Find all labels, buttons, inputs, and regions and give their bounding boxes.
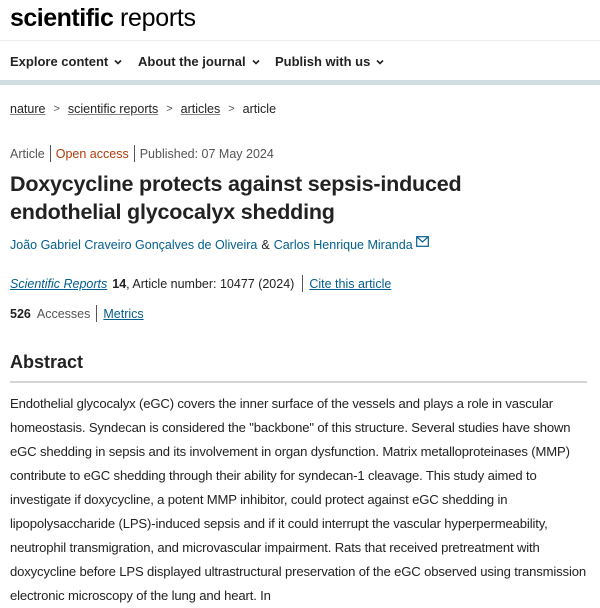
nav-divider-bar <box>0 80 600 85</box>
logo-light: reports <box>120 4 196 32</box>
logo-bold: scientific <box>10 4 114 32</box>
nav-label: About the journal <box>138 54 246 69</box>
breadcrumb <box>10 102 276 116</box>
author-list <box>10 238 429 252</box>
breadcrumb-current: article <box>242 102 277 116</box>
author-separator: & <box>261 238 270 252</box>
open-access-badge: Open access <box>55 146 129 161</box>
nav-label: Publish with us <box>275 54 371 69</box>
journal-link[interactable]: Scientific Reports <box>10 276 108 291</box>
citation-divider <box>302 275 303 292</box>
breadcrumb-articles[interactable]: articles <box>180 102 221 116</box>
article-type: Article <box>10 146 45 161</box>
abstract-heading: Abstract <box>10 352 84 372</box>
abstract-divider <box>10 381 587 383</box>
journal-logo[interactable] <box>10 3 196 33</box>
breadcrumb-separator: > <box>53 103 60 115</box>
published-date: Published: 07 May 2024 <box>139 146 274 161</box>
article-number: , Article number: 10477 (2024) <box>126 276 295 291</box>
breadcrumb-separator: > <box>166 103 173 115</box>
abstract-text: Endothelial glycocalyx (eGC) covers the inner surface of the vessels and plays a role in vascular homeostasis. Syndecan is considered the "backbone" of this structure. Several studies have shown eGC shedding in sepsis and its involvement in organ dysfunction. Matrix metalloproteinases (MMP) contribute to eGC shedding through their ability for syndecan-1 cleavage. This study aimed to investigate if doxycycline, a potent MMP inhibitor, could protect against eGC shedding in lipopolysaccharide (LPS)-induced sepsis and if it could interrupt the vascular hyperpermeability, neutrophil transmigration, and microvascular impairment. Rats that received pretreatment with doxycycline before LPS displayed ultrastructural preservation of the eGC observed using transmission electronic microscopy of the lung and heart. In <box>10 396 586 603</box>
author-link[interactable]: João Gabriel Craveiro Gonçalves de Oliveira <box>10 238 258 252</box>
metrics-line <box>10 305 144 322</box>
breadcrumb-separator: > <box>228 103 235 115</box>
breadcrumb-scientific-reports[interactable]: scientific reports <box>67 102 159 116</box>
site-header <box>0 0 600 41</box>
article-title: Doxycycline protects against sepsis-induced endothelial glycocalyx shedding <box>10 172 462 224</box>
author-link[interactable]: Carlos Henrique Miranda <box>273 238 413 252</box>
meta-divider <box>50 145 51 162</box>
main-nav <box>0 41 600 80</box>
envelope-icon[interactable] <box>416 236 429 247</box>
article-meta <box>10 145 274 162</box>
citation-line <box>10 275 391 292</box>
meta-divider <box>134 145 135 162</box>
chevron-down-icon <box>375 57 385 67</box>
accesses-label: Accesses <box>36 306 91 321</box>
journal-volume: 14 <box>112 276 127 291</box>
nav-publish-with-us[interactable] <box>275 54 385 69</box>
metrics-link[interactable]: Metrics <box>103 306 144 321</box>
nav-label: Explore content <box>10 54 109 69</box>
nav-explore-content[interactable] <box>10 54 123 69</box>
breadcrumb-nature[interactable]: nature <box>10 102 46 116</box>
metrics-divider <box>96 305 97 322</box>
chevron-down-icon <box>251 57 261 67</box>
chevron-down-icon <box>113 57 123 67</box>
cite-article-link[interactable]: Cite this article <box>309 276 392 291</box>
nav-about-journal[interactable] <box>138 54 261 69</box>
accesses-count: 526 <box>10 306 31 321</box>
